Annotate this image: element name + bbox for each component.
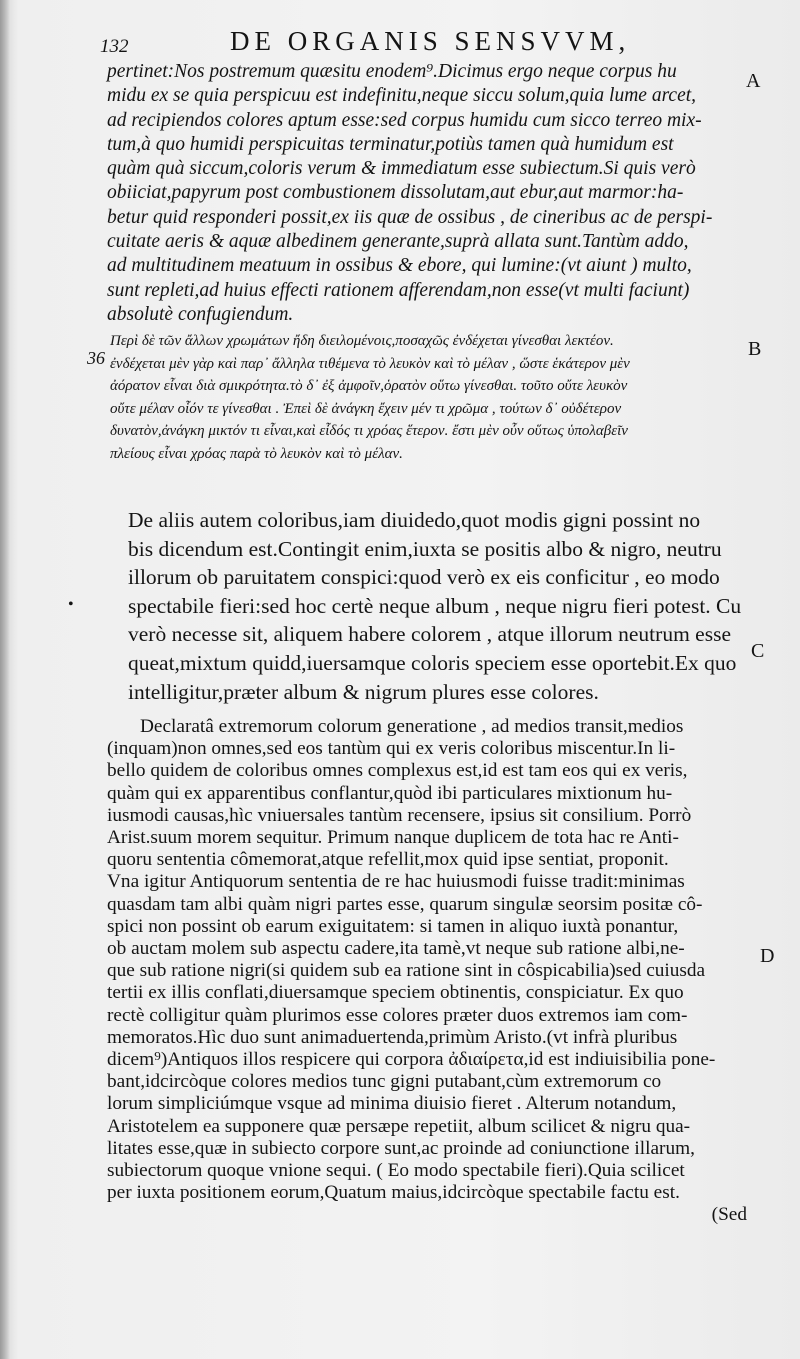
text-line: ad recipiendos colores aptum esse:sed corpus humidu cum sicco terreo mix- (107, 109, 702, 131)
greek-line: δυνατὸν,ἀνάγκη μικτόν τι εἶναι,καὶ εἶδός τι χρόας ἕτερον. ἔστι μὲν οὖν οὕτως ὑπολαβεῖν (110, 423, 628, 439)
text-line: Vna igitur Antiquorum sententia de re hac huiusmodi fuisse tradit:minimas (107, 871, 685, 893)
page-header (100, 26, 760, 60)
text-line: queat,mixtum quidd,iuersamque coloris speciem esse oportebit.Ex quo (128, 650, 737, 675)
text-line: litates esse,quæ in subiecto corpore sunt,ac proinde ad coniunctione illarum, (107, 1137, 695, 1159)
text-line: illorum ob paruitatem conspici:quod verò ex eis conficitur , eo modo (128, 565, 720, 590)
text-line: midu ex se quia perspicuu est indefinitu,neque siccu solum,quia lume arcet, (107, 85, 697, 107)
catchword: (Sed (711, 1204, 747, 1226)
text-line: De aliis autem coloribus,iam diuidedo,quot modis gigni possint no (128, 508, 701, 532)
text-line: betur quid responderi possit,ex iis quæ de ossibus , de cineribus ac de perspi- (107, 206, 713, 228)
text-line: Aristotelem ea supponere quæ persæpe repetiit, album scilicet & nigru qua- (107, 1115, 691, 1137)
margin-letter-b: B (748, 338, 762, 360)
text-line: que sub ratione nigri(si quidem sub ea ratione sint in côspicabilia)sed cuiusda (107, 960, 706, 982)
text-line: ad multitudinem meatuum in ossibus & ebore, qui lumine:(vt aiunt ) multo, (107, 255, 692, 277)
margin-letter-c: C (751, 640, 765, 662)
greek-line: Περὶ δὲ τῶν ἄλλων χρωμάτων ἤδη διειλομένοις,ποσαχῶς ἐνδέχεται γίνεσθαι λεκτέον. (110, 333, 614, 349)
text-line: bis dicendum est.Contingit enim,iuxta se positis albo & nigro, neutru (128, 536, 722, 561)
greek-line: οὔτε μέλαν οἷόν τε γίνεσθαι . Ἐπεὶ δὲ ἀνάγκη ἔχειν μέν τι χρῶμα , τούτων δ᾽ οὐδέτερον (110, 400, 622, 417)
text-line: sunt repleti,ad huius effecti rationem afferendam,non esse(vt multi faciunt) (107, 279, 690, 301)
text-line: obiiciat,papyrum post combustionem dissolutam,aut ebur,aut marmor:ha- (107, 182, 684, 204)
text-line: cuitate aeris & aquæ albedinem generante,suprà allata sunt.Tantùm addo, (107, 231, 689, 253)
text-line: dicem⁹)Antiquos illos respicere qui corpora ἀδιαίρετα,id est indiuisibilia pone- (107, 1049, 716, 1071)
text-line: spici non possint ob earum exiguitatem: si tamen in aliquo iuxtà ponantur, (107, 915, 679, 937)
text-line: Declaratâ extremorum colorum generatione , ad medios transit,medios (140, 716, 684, 737)
text-line: bant,idcircòque colores medios tunc gigni putabant,cùm extremorum co (107, 1071, 662, 1093)
text-line: spectabile fieri:sed hoc certè neque album , neque nigru fieri potest. Cu (128, 593, 742, 618)
greek-quotation (110, 330, 750, 465)
greek-line: ἐνδέχεται μὲν γὰρ καὶ παρ᾽ ἄλληλα τιθέμενα τὸ λευκὸν καὶ τὸ μέλαν , ὥστε ἑκάτερον μὲν (110, 355, 630, 372)
text-line: absolutè confugiendum. (107, 303, 294, 325)
margin-bullet-mark: • (68, 596, 74, 613)
margin-letter-d: D (760, 945, 775, 967)
text-line: per iuxta positionem eorum,Quatum maius,idcircòque spectabile factu est. (107, 1182, 680, 1204)
text-line: pertinet:Nos postremum quæsitu enodem⁹.Dicimus ergo neque corpus hu (107, 61, 677, 82)
text-line: intelligitur,præter album & nigrum plures esse colores. (128, 679, 599, 704)
page-number: 132 (100, 36, 129, 57)
latin-paragraph-1 (107, 60, 749, 327)
text-line: tum,à quo humidi perspicuitas terminatur,potiùs tamen quà humidum est (107, 133, 674, 155)
text-line: iusmodi causas,hìc vniuersales tantùm recensere, ipsius sit consilium. Porrò (107, 804, 692, 826)
text-line: (inquam)non omnes,sed eos tantùm qui ex veris coloribus miscentur.In li- (107, 738, 676, 760)
text-line: subiectorum quoque vnione sequi. ( Eo modo spectabile fieri).Quia scilicet (107, 1160, 685, 1182)
text-line: quoru sententia cômemorat,atque refellit,mox quid ipse sentiat, proponit. (107, 849, 669, 871)
text-line: lorum simpliciúmque vsque ad minima diuisio fieret . Alterum notandum, (107, 1093, 677, 1115)
text-line: quasdam tam albi quàm nigri partes esse, quarum singulæ seorsim positæ cô- (107, 893, 703, 915)
text-line: verò necesse sit, aliquem habere colorem , atque illorum neutrum esse (128, 622, 731, 647)
text-line: tertii ex illis conflati,diuersamque speciem obtinentis, conspiciatur. Ex quo (107, 982, 684, 1004)
text-line: bello quidem de coloribus omnes complexus est,id est tam eos qui ex veris, (107, 760, 688, 782)
latin-translation-paragraph (128, 506, 750, 706)
margin-number: 36 (87, 348, 105, 368)
text-line: rectè colligitur quàm plurimos esse colores præter duos extremos iam com- (107, 1004, 688, 1026)
greek-line: ἀόρατον εἶναι διὰ σμικρότητα.τὸ δ᾽ ἐξ ἀμφοῖν,ὁρατὸν οὕτω γίνεσθαι. τοῦτο οὔτε λευκὸν (110, 378, 628, 394)
running-head: DE ORGANIS SENSVVM, (230, 26, 631, 56)
text-line: quàm quà siccum,coloris verum & immediatum esse subiectum.Si quis verò (107, 158, 696, 180)
greek-line: πλείους εἶναι χρόας παρὰ τὸ λευκὸν καὶ τὸ μέλαν. (110, 445, 403, 462)
text-line: quàm qui ex apparentibus conflantur,quòd ibi particulares mixtionum hu- (107, 782, 673, 804)
margin-letter-a: A (746, 70, 761, 92)
text-line: memoratos.Hìc duo sunt animaduertenda,primùm Aristo.(vt infrà pluribus (107, 1026, 678, 1048)
commentary-paragraph (107, 716, 749, 1227)
text-line: Arist.suum morem sequitur. Primum nanque duplicem de tota hac re Anti- (107, 827, 679, 849)
text-line: ob auctam molem sub aspectu cadere,ita tamè,vt neque sub ratione albi,ne- (107, 938, 685, 960)
